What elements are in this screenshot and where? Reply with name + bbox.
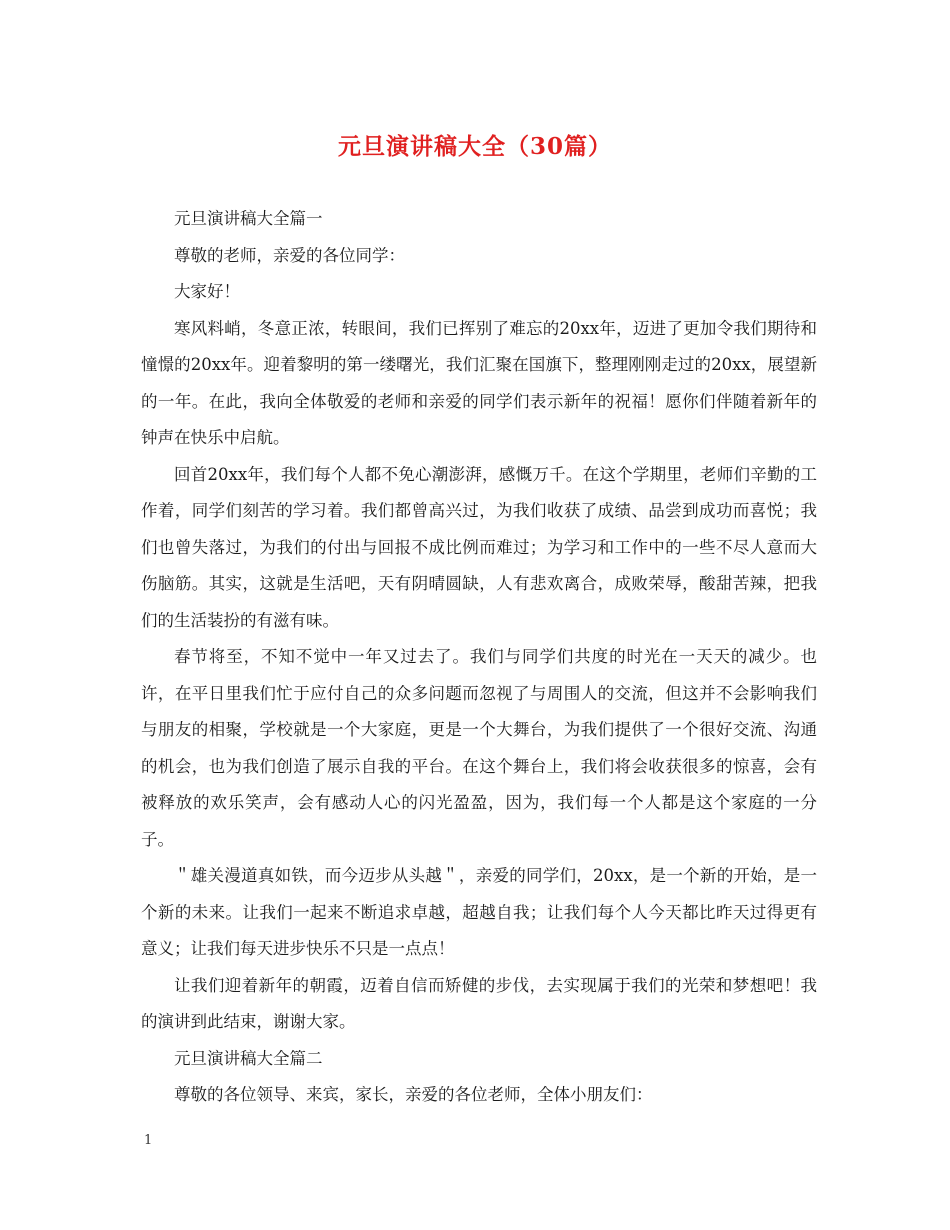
greeting: 大家好！: [174, 282, 240, 301]
section-heading-1: 元旦演讲稿大全篇一: [174, 209, 323, 228]
document-body: [141, 201, 817, 1114]
section-heading-2: 元旦演讲稿大全篇二: [174, 1048, 323, 1068]
body-paragraph: 春节将至，不知不觉中一年又过去了。我们与同学们共度的时光在一天天的减少。也许，在平日里我们忙于应付自己的众多问题而忽视了与周围人的交流，但这并不会影响我们与朋友的相聚，学校就是一个大家庭，更是一个大舞台，为我们提供了一个很好交流、沟通的机会，也为我们创造了展示自我的平台。在这个舞台上，我们将会收获很多的惊喜，会有被释放的欢乐笑声，会有感动人心的闪光盈盈，因为，我们每一个人都是这个家庭的一分子。: [141, 647, 817, 849]
document-title: 元旦演讲稿大全（30篇）: [337, 133, 612, 160]
body-paragraph: 回首20xx年，我们每个人都不免心潮澎湃，感慨万千。在这个学期里，老师们辛勤的工作着，同学们刻苦的学习着。我们都曾高兴过，为我们收获了成绩、品尝到成功而喜悦；我们也曾失落过，为我们的付出与回报不成比例而难过；为学习和工作中的一些不尽人意而大伤脑筋。其实，这就是生活吧，天有阴晴圆缺，人有悲欢离合，成败荣辱，酸甜苦辣，把我们的生活装扮的有滋有味。: [141, 464, 817, 630]
closing-paragraph: 让我们迎着新年的朝霞，迈着自信而矫健的步伐，去实现属于我们的光荣和梦想吧！我的演讲到此结束，谢谢大家。: [141, 975, 817, 1031]
page-number: 1: [144, 1133, 153, 1148]
salutation: 尊敬的老师，亲爱的各位同学：: [174, 245, 405, 265]
salutation: 尊敬的各位领导、来宾，家长，亲爱的各位老师，全体小朋友们：: [174, 1085, 653, 1104]
body-paragraph: ＂雄关漫道真如铁，而今迈步从头越＂，亲爱的同学们，20xx，是一个新的开始，是一个新的未来。让我们一起来不断追求卓越，超越自我；让我们每个人今天都比昨天过得更有意义；让我们每天进步快乐不只是一点点！: [141, 866, 817, 958]
body-paragraph: 寒风料峭，冬意正浓，转眼间，我们已挥别了难忘的20xx年，迈进了更加令我们期待和憧憬的20xx年。迎着黎明的第一缕曙光，我们汇聚在国旗下，整理刚刚走过的20xx，展望新的一年。在此，我向全体敬爱的老师和亲爱的同学们表示新年的祝福！愿你们伴随着新年的钟声在快乐中启航。: [141, 318, 817, 447]
